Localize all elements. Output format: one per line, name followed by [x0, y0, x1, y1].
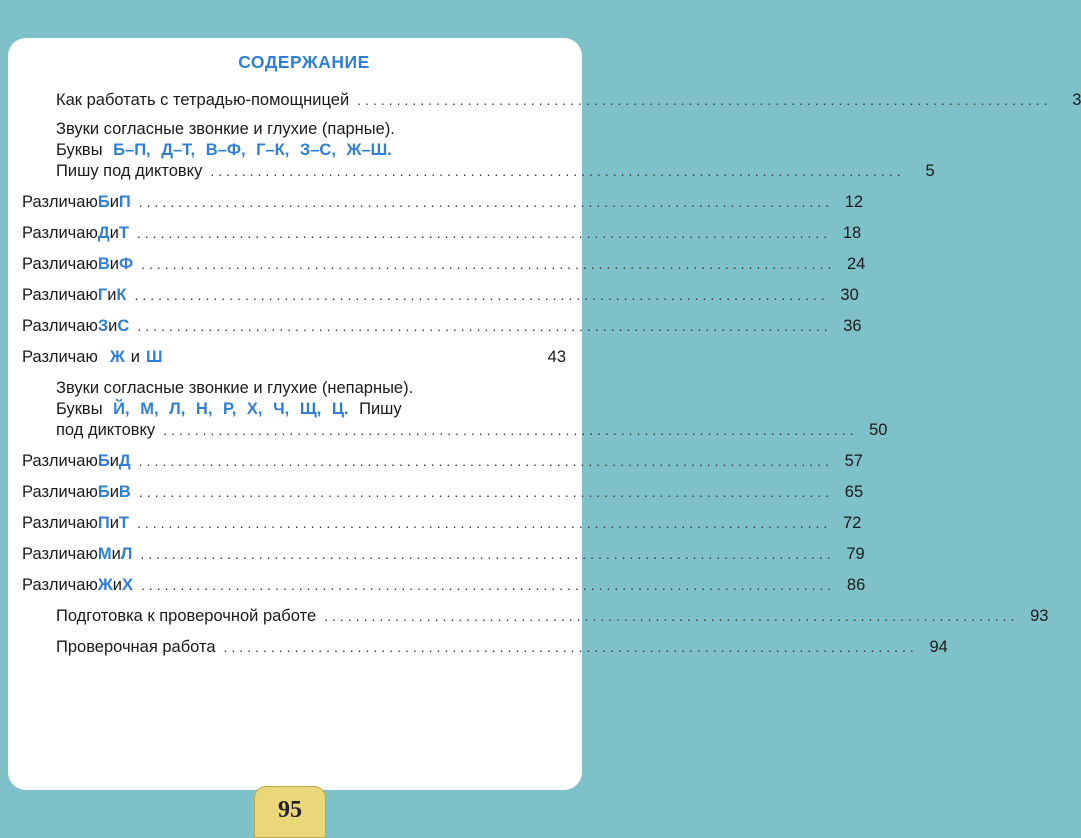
toc-entry-distinguish [22, 544, 865, 564]
letter: К [116, 286, 127, 304]
letter: Р, [223, 400, 237, 418]
and-word: и [109, 255, 119, 273]
letter: Г [97, 286, 108, 304]
toc-entry-text: под диктовку [56, 421, 156, 439]
toc-entry-word: Различаю [22, 255, 98, 273]
toc-entry-distinguish [22, 482, 864, 502]
toc-page-number: 94 [929, 638, 948, 656]
toc-entry-distinguish [22, 223, 862, 243]
toc-entry-distinguish [22, 316, 862, 336]
and-word: и [109, 224, 119, 242]
and-word: и [108, 317, 118, 335]
toc-entry-word: Различаю [22, 452, 98, 470]
letters-label: Буквы [56, 400, 103, 418]
letter: Ш [145, 348, 163, 366]
toc-entry-word: Различаю [22, 317, 98, 335]
letter: З [97, 317, 109, 335]
letter: Ф [118, 255, 134, 273]
toc-entry-word: Различаю [22, 514, 98, 532]
page-number-badge: 95 [254, 786, 326, 838]
and-word: и [109, 483, 119, 501]
leader-dots: ........................................................................................ [223, 639, 918, 655]
toc-entry-text: Подготовка к проверочной работе [56, 607, 317, 625]
and-word: и [112, 576, 122, 594]
and-word: и [109, 452, 119, 470]
toc-page-number-only [520, 347, 566, 367]
toc-entry-distinguish [22, 451, 863, 471]
toc-page-number: 18 [842, 224, 862, 242]
line-tail: Пишу [359, 400, 402, 418]
toc-entry-distinguish [22, 285, 859, 305]
toc-entry-unpaired-dictation [56, 420, 888, 440]
letter: Ц. [331, 400, 349, 418]
toc-page-number: 24 [847, 255, 866, 273]
toc-page-number: 43 [547, 348, 566, 366]
toc-entry-word: Различаю [22, 224, 98, 242]
toc-entry-text: Проверочная работа [56, 638, 216, 656]
letter-pair: Ж–Ш. [346, 141, 392, 159]
and-word: и [109, 193, 119, 211]
toc-page-number: 3 [1072, 91, 1081, 109]
paired-heading: Звуки согласные звонкие и глухие (парные). [56, 120, 395, 138]
letter: Х, [246, 400, 263, 418]
letter: В [97, 255, 110, 273]
leader-dots: ........................................................................................ [357, 92, 1052, 108]
leader-dots: ........................................................................................ [134, 287, 829, 303]
toc-entry-word: Различаю [22, 576, 98, 594]
letter: М [97, 545, 112, 563]
toc-entry-word: Различаю [22, 545, 98, 563]
letter: В [118, 483, 131, 501]
toc-page-number: 12 [844, 193, 864, 211]
letter: П [118, 193, 131, 211]
leader-dots: ........................................................................................ [138, 194, 834, 210]
letter: Л [120, 545, 133, 563]
toc-entry-word: Различаю [22, 348, 98, 366]
toc-page-number: 93 [1030, 607, 1049, 625]
paired-letters-line [56, 140, 392, 160]
letter-pair: В–Ф, [205, 141, 246, 159]
toc-page-number: 86 [846, 576, 866, 594]
letter: Х [121, 576, 133, 594]
page-title: СОДЕРЖАНИЕ [238, 52, 370, 72]
letter-pair: Д–Т, [161, 141, 196, 159]
toc-entry-text: Как работать с тетрадью-помощницей [56, 91, 350, 109]
toc-page-number: 72 [842, 514, 862, 532]
toc-entry-paired-dictation [56, 161, 935, 181]
letters-label: Буквы [56, 141, 103, 159]
leader-dots: ........................................................................................ [210, 163, 905, 179]
letter: Д [97, 224, 110, 242]
leader-dots: ........................................................................................ [140, 546, 835, 562]
leader-dots: ........................................................................................ [138, 484, 834, 500]
toc-entry-word: Различаю [22, 193, 98, 211]
letter-pair: З–С, [299, 141, 336, 159]
letter: Ж [97, 576, 113, 594]
toc-entry-distinguish [22, 347, 566, 367]
toc-entry-test [56, 637, 948, 657]
leader-dots: ........................................................................................ [138, 453, 833, 469]
leader-dots: ........................................................................................ [137, 515, 832, 531]
letter: Ж [109, 348, 125, 366]
letter: Л, [169, 400, 186, 418]
toc-entry-word: Различаю [22, 286, 98, 304]
and-word: и [107, 286, 117, 304]
letter: Т [118, 514, 129, 532]
toc-entry-distinguish [22, 513, 862, 533]
toc-entry-distinguish [22, 254, 866, 274]
toc-entry-text: Пишу под диктовку [56, 162, 203, 180]
letter: Й, [113, 400, 130, 418]
unpaired-heading: Звуки согласные звонкие и глухие (непарные). [56, 379, 414, 397]
letter: Н, [195, 400, 213, 418]
letter: Т [118, 224, 129, 242]
toc-entry-word: Различаю [22, 483, 98, 501]
letter: Б [97, 483, 110, 501]
letter: С [117, 317, 130, 335]
toc-page-number: 36 [843, 317, 862, 335]
letter: Д [118, 452, 131, 470]
toc-page-number: 5 [925, 162, 935, 180]
toc-page-number: 57 [844, 452, 863, 470]
letter: Б [97, 193, 110, 211]
leader-dots: ........................................................................................ [141, 256, 836, 272]
toc-entry-distinguish [22, 575, 866, 595]
letter-pair: Б–П, [113, 141, 151, 159]
leader-dots: ........................................................................................ [137, 318, 832, 334]
leader-dots: ........................................................................................ [324, 608, 1019, 624]
toc-entry-prep [56, 606, 1049, 626]
leader-dots: ........................................................................................ [136, 225, 832, 241]
letter: Щ, [299, 400, 322, 418]
unpaired-letters-line [56, 399, 402, 419]
toc-page-number: 30 [840, 286, 859, 304]
toc-page-number: 65 [844, 483, 864, 501]
letter: Б [97, 452, 110, 470]
and-word: и [109, 514, 119, 532]
letter: М, [140, 400, 159, 418]
toc-entry-intro [56, 90, 1081, 110]
leader-dots: ........................................................................................ [163, 422, 858, 438]
leader-dots: ........................................................................................ [140, 577, 836, 593]
toc-page-number: 50 [869, 421, 888, 439]
and-word: и [130, 348, 140, 366]
toc-page-number: 79 [846, 545, 865, 563]
letter-pair: Г–К, [256, 141, 290, 159]
letter: Ч, [273, 400, 290, 418]
and-word: и [111, 545, 121, 563]
letter: П [97, 514, 110, 532]
toc-entry-distinguish [22, 192, 864, 212]
